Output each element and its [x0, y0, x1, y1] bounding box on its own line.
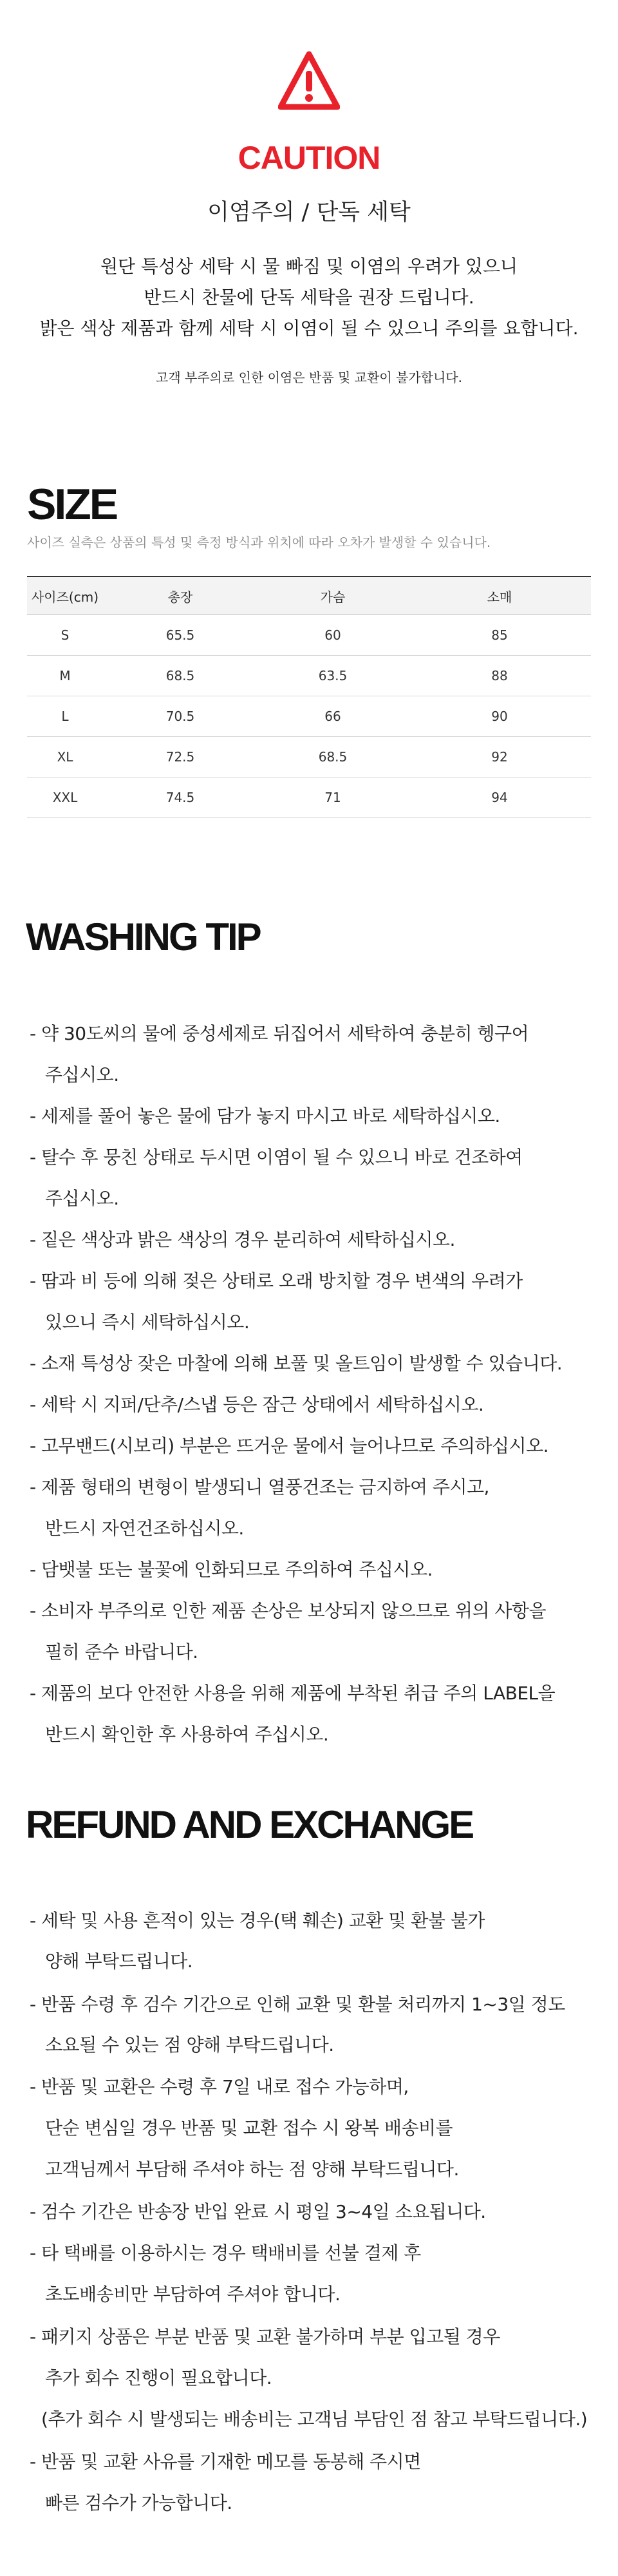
- washing-tip-line: 있으니 즉시 세탁하십시오.: [45, 1312, 250, 1333]
- caution-note: 고객 부주의로 인한 이염은 반품 및 교환이 불가합니다.: [156, 370, 462, 385]
- refund-line: (추가 회수 시 발생되는 배송비는 고객님 부담인 점 참고 부탁드립니다.): [41, 2409, 588, 2430]
- cell-sleeve: 94: [408, 778, 591, 818]
- caution-line: 밝은 색상 제품과 함께 세탁 시 이염이 될 수 있으니 주의를 요합니다.: [39, 318, 579, 339]
- cell-size: XL: [27, 737, 103, 778]
- cell-chest: 63.5: [258, 656, 408, 696]
- washing-tip-line: 필히 준수 바랍니다.: [45, 1641, 198, 1663]
- washing-tip-title: WASHING TIP: [26, 915, 260, 959]
- refund-line: - 반품 수령 후 검수 기간으로 인해 교환 및 환불 처리까지 1~3일 정도: [30, 1994, 565, 2015]
- table-row: [27, 737, 591, 778]
- table-row: [27, 778, 591, 818]
- caution-line: 원단 특성상 세탁 시 물 빠짐 및 이염의 우려가 있으니: [100, 256, 518, 277]
- cell-length: 74.5: [103, 778, 258, 818]
- cell-length: 72.5: [103, 737, 258, 778]
- refund-line: 초도배송비만 부담하여 주셔야 합니다.: [45, 2284, 341, 2305]
- table-row: [27, 656, 591, 696]
- table-row: [27, 696, 591, 737]
- cell-size: M: [27, 656, 103, 696]
- cell-length: 68.5: [103, 656, 258, 696]
- refund-line: - 세탁 및 사용 흔적이 있는 경우(택 훼손) 교환 및 환불 불가: [30, 1910, 485, 1931]
- washing-tip-line: - 짙은 색상과 밝은 색상의 경우 분리하여 세탁하십시오.: [30, 1229, 455, 1250]
- refund-line: - 반품 및 교환은 수령 후 7일 내로 접수 가능하며,: [30, 2076, 409, 2097]
- caution-subtitle: 이염주의 / 단독 세탁: [207, 200, 411, 225]
- washing-tip-line: - 탈수 후 뭉친 상태로 두시면 이염이 될 수 있으니 바로 건조하여: [30, 1147, 523, 1168]
- cell-length: 65.5: [103, 615, 258, 656]
- cell-sleeve: 85: [408, 615, 591, 656]
- size-table-header-row: [27, 577, 591, 615]
- cell-chest: 66: [258, 696, 408, 737]
- washing-tip-line: - 제품의 보다 안전한 사용을 위해 제품에 부착된 취급 주의 LABEL을: [30, 1683, 556, 1704]
- caution-line: 반드시 찬물에 단독 세탁을 권장 드립니다.: [144, 287, 474, 308]
- washing-tip-line: - 소재 특성상 잦은 마찰에 의해 보풀 및 올트임이 발생할 수 있습니다.: [30, 1353, 563, 1374]
- cell-chest: 68.5: [258, 737, 408, 778]
- washing-tip-line: - 소비자 부주의로 인한 제품 손상은 보상되지 않으므로 위의 사항을: [30, 1600, 547, 1621]
- cell-length: 70.5: [103, 696, 258, 737]
- refund-line: - 타 택배를 이용하시는 경우 택배비를 선불 결제 후: [30, 2242, 421, 2264]
- cell-sleeve: 88: [408, 656, 591, 696]
- refund-line: - 검수 기간은 반송장 반입 완료 시 평일 3~4일 소요됩니다.: [30, 2201, 486, 2222]
- refund-line: 단순 변심일 경우 반품 및 교환 접수 시 왕복 배송비를: [45, 2117, 453, 2139]
- washing-tip-line: 주십시오.: [45, 1188, 119, 1209]
- cell-sleeve: 90: [408, 696, 591, 737]
- refund-line: 빠른 검수가 가능합니다.: [45, 2492, 232, 2514]
- caution-heading: CAUTION: [238, 140, 380, 176]
- refund-line: 소요될 수 있는 점 양해 부탁드립니다.: [45, 2034, 334, 2056]
- cell-size: XXL: [27, 778, 103, 818]
- cell-size: L: [27, 696, 103, 737]
- washing-tip-line: - 약 30도씨의 물에 중성세제로 뒤집어서 세탁하여 충분히 헹구어: [30, 1023, 529, 1044]
- washing-tip-line: - 땀과 비 등에 의해 젖은 상태로 오래 방치할 경우 변색의 우려가: [30, 1270, 523, 1292]
- washing-tip-line: - 고무밴드(시보리) 부분은 뜨거운 물에서 늘어나므로 주의하십시오.: [30, 1435, 549, 1456]
- cell-size: S: [27, 615, 103, 656]
- cell-chest: 71: [258, 778, 408, 818]
- washing-tip-line: - 제품 형태의 변형이 발생되니 열풍건조는 금지하여 주시고,: [30, 1476, 489, 1498]
- washing-tip-line: 반드시 자연건조하십시오.: [45, 1518, 244, 1539]
- table-row: [27, 615, 591, 656]
- refund-line: 양해 부탁드립니다.: [45, 1951, 193, 1972]
- size-table: [27, 576, 591, 818]
- washing-tip-line: - 세제를 풀어 놓은 물에 담가 놓지 마시고 바로 세탁하십시오.: [30, 1105, 500, 1127]
- header-sleeve: 소매: [408, 577, 591, 615]
- refund-line: 고객님께서 부담해 주셔야 하는 점 양해 부탁드립니다.: [45, 2159, 459, 2180]
- cell-sleeve: 92: [408, 737, 591, 778]
- warning-triangle-icon: [278, 50, 340, 112]
- washing-tip-line: 반드시 확인한 후 사용하여 주십시오.: [45, 1724, 329, 1745]
- header-size: 사이즈(cm): [27, 577, 103, 615]
- refund-line: 추가 회수 진행이 필요합니다.: [45, 2367, 272, 2389]
- washing-tip-line: - 세탁 시 지퍼/단추/스냅 등은 잠근 상태에서 세탁하십시오.: [30, 1394, 484, 1415]
- header-length: 총장: [103, 577, 258, 615]
- refund-exchange-title: REFUND AND EXCHANGE: [26, 1803, 473, 1846]
- washing-tip-line: - 담뱃불 또는 불꽃에 인화되므로 주의하여 주십시오.: [30, 1559, 433, 1580]
- refund-line: - 반품 및 교환 사유를 기재한 메모를 동봉해 주시면: [30, 2451, 421, 2472]
- cell-chest: 60: [258, 615, 408, 656]
- size-caption: 사이즈 실측은 상품의 특성 및 측정 방식과 위치에 따라 오차가 발생할 수 있습니다.: [27, 535, 491, 550]
- refund-line: - 패키지 상품은 부분 반품 및 교환 불가하며 부분 입고될 경우: [30, 2326, 500, 2347]
- size-title: SIZE: [27, 480, 117, 529]
- header-chest: 가슴: [258, 577, 408, 615]
- washing-tip-line: 주십시오.: [45, 1064, 119, 1085]
